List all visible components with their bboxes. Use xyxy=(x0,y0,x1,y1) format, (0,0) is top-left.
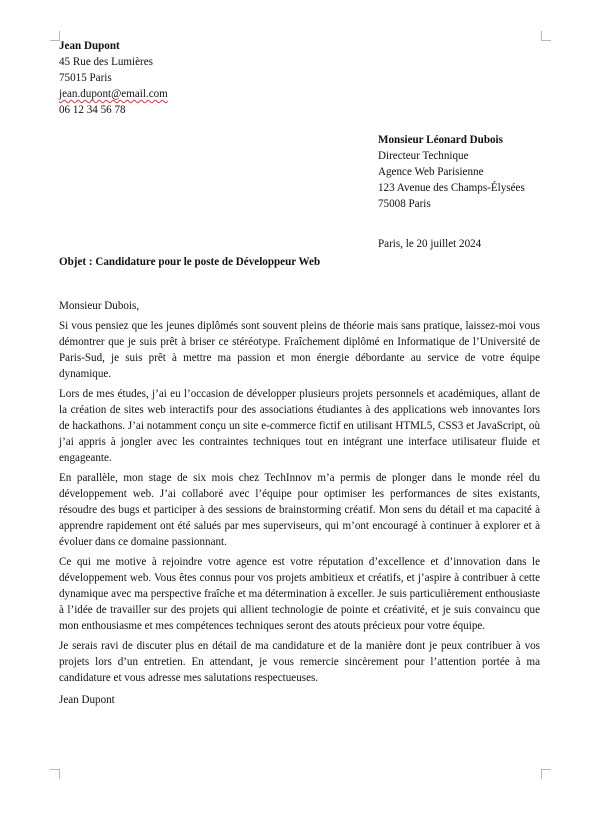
sender-email: jean.dupont@email.com xyxy=(59,88,168,100)
page-corner-mark-bottom-right xyxy=(541,769,551,779)
letter-date: Paris, le 20 juillet 2024 xyxy=(378,238,482,250)
letter-signature: Jean Dupont xyxy=(59,694,115,706)
recipient-street: 123 Avenue des Champs-Élysées xyxy=(378,182,525,194)
paragraph-1: Si vous pensiez que les jeunes diplômés sont souvent pleins de théorie mais sans pratique, laissez-moi vous démontrer que je suis prêt à briser ce stéréotype. Fraîchement diplômé en Informatique de l’Université de Paris-Sud, je suis prêt à mettre ma passion et mon énergie débordante au service de votre équipe dynamique. xyxy=(59,320,540,380)
sender-name: Jean Dupont xyxy=(59,40,120,52)
recipient-name: Monsieur Léonard Dubois xyxy=(378,134,503,146)
sender-city: 75015 Paris xyxy=(59,72,112,84)
letter-body[interactable] xyxy=(59,38,540,708)
page-corner-mark-top-right xyxy=(541,31,551,41)
paragraph-3: En parallèle, mon stage de six mois chez TechInnov m’a permis de plonger dans le monde réel du développement web. J’ai collaboré avec l’équipe pour optimiser les performances de sites existants, résoudre des bugs et participer à des sessions de brainstorming créatif. Mon sens du détail et ma capacité à apprendre rapidement ont été salués par mes superviseurs, qui m’ont encouragé à continuer à explorer et à évoluer dans ce domaine passionnant. xyxy=(59,472,540,548)
page-corner-mark-bottom-left xyxy=(50,769,60,779)
sender-street: 45 Rue des Lumières xyxy=(59,56,153,68)
sender-phone: 06 12 34 56 78 xyxy=(59,104,126,116)
paragraph-5: Je serais ravi de discuter plus en détail de ma candidature et de la manière dont je peux contribuer à vos projets lors d’un entretien. En attendant, je vous remercie sincèrement pour l’attention portée à ma candidature et vous adresse mes salutations respectueuses. xyxy=(59,640,540,684)
paragraph-2: Lors de mes études, j’ai eu l’occasion de développer plusieurs projets personnels et académiques, allant de la création de sites web interactifs pour des associations étudiantes à des applications web innovantes lors de hackathons. J’ai notamment conçu un site e-commerce fictif en utilisant HTML5, CSS3 et JavaScript, où j’ai appris à jongler avec les contraintes techniques tout en intégrant une interface utilisateur fluide et engageante. xyxy=(59,388,540,464)
sender-block xyxy=(59,38,540,118)
recipient-company: Agence Web Parisienne xyxy=(378,166,484,178)
letter-salutation: Monsieur Dubois, xyxy=(59,300,140,312)
recipient-block xyxy=(378,132,540,212)
recipient-title: Directeur Technique xyxy=(378,150,469,162)
letter-subject: Objet : Candidature pour le poste de Développeur Web xyxy=(59,256,321,268)
paragraph-4: Ce qui me motive à rejoindre votre agence est votre réputation d’excellence et d’innovation dans le développement web. Vous êtes connus pour vos projets ambitieux et créatifs, et j’aspire à contribuer à cette dynamique avec ma perspective fraîche et ma détermination à exceller. Je suis particulièrement enthousiaste à l’idée de travailler sur des projets qui allient technologie de pointe et créativité, et je suis convaincu que mon enthousiasme et mes compétences techniques seront des atouts précieux pour votre équipe. xyxy=(59,556,540,632)
recipient-city: 75008 Paris xyxy=(378,198,431,210)
